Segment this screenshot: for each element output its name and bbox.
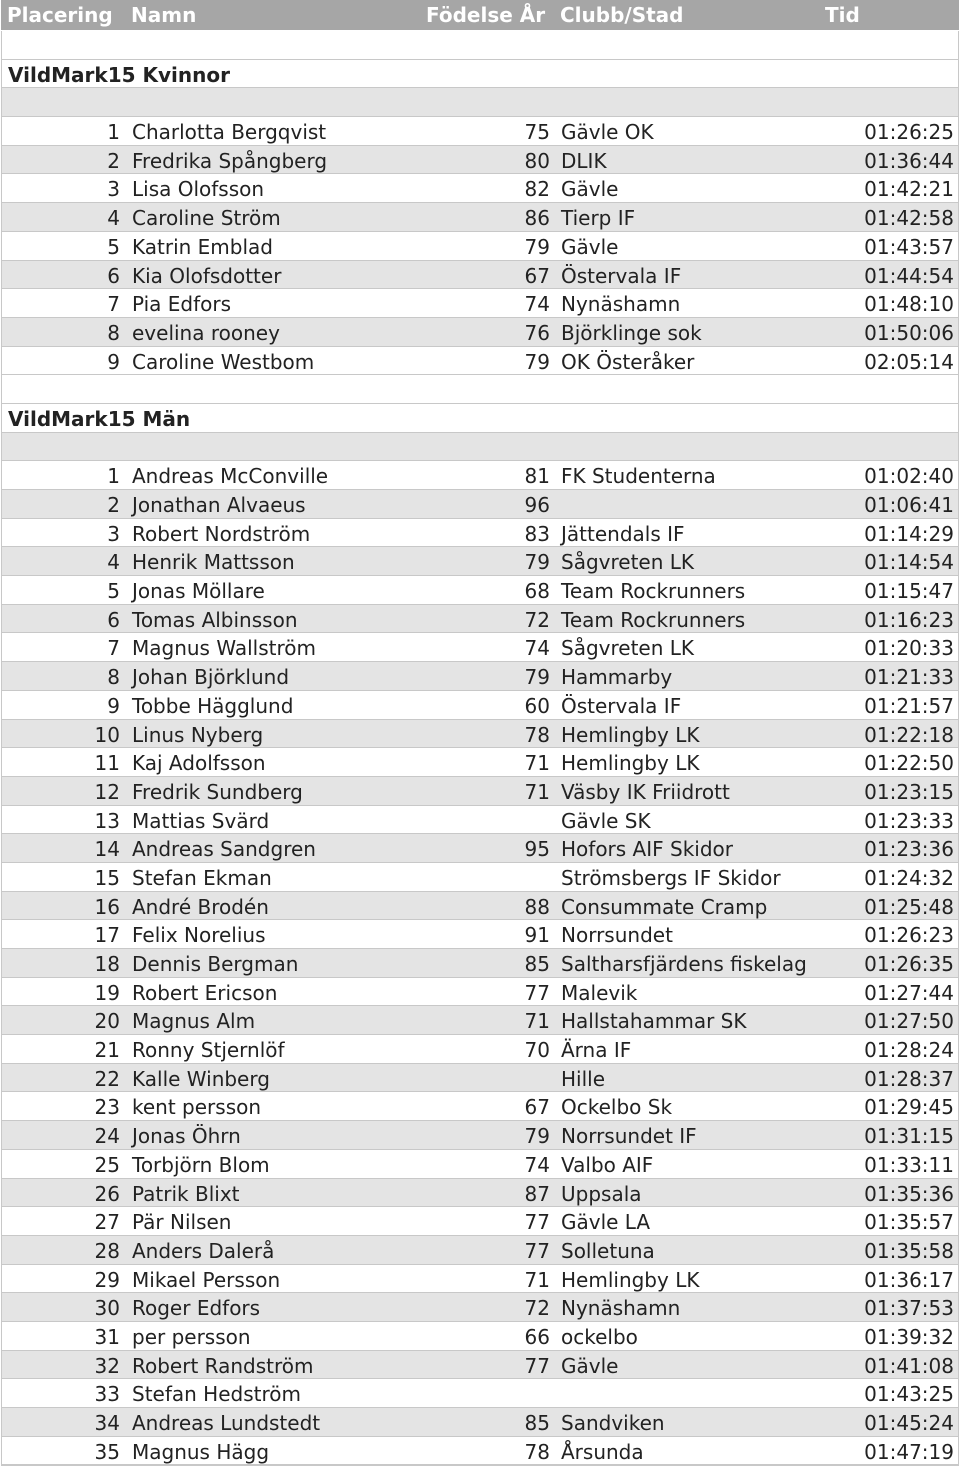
name-cell: kent persson: [132, 1095, 262, 1120]
year-cell: 74: [524, 636, 550, 661]
name-cell: Jonas Möllare: [132, 579, 265, 604]
time-cell: 01:23:33: [864, 808, 954, 833]
club-cell: Norrsundet: [561, 923, 673, 948]
name-cell: Caroline Westbom: [132, 349, 315, 374]
result-row: [2, 347, 958, 376]
name-cell: Pär Nilsen: [132, 1210, 232, 1235]
name-cell: Ronny Stjernlöf: [132, 1038, 285, 1063]
result-row: [2, 1379, 958, 1408]
place-cell: 6: [107, 607, 120, 632]
name-cell: Jonas Öhrn: [132, 1124, 241, 1149]
club-cell: Saltharsfjärdens fiskelag: [561, 952, 807, 976]
result-row: [2, 920, 958, 949]
name-cell: Robert Randström: [132, 1353, 314, 1378]
place-cell: 21: [94, 1038, 120, 1063]
name-cell: Stefan Hedström: [132, 1382, 301, 1407]
year-cell: 87: [524, 1181, 550, 1206]
place-cell: 20: [94, 1009, 120, 1034]
place-cell: 29: [94, 1267, 120, 1292]
time-cell: 01:36:17: [864, 1267, 954, 1292]
year-cell: 60: [524, 693, 550, 718]
result-row: [2, 662, 958, 691]
time-cell: 01:21:33: [864, 665, 954, 690]
year-cell: 71: [524, 779, 550, 804]
header-tid: Tid: [825, 3, 860, 27]
place-cell: 8: [107, 665, 120, 690]
time-cell: 01:24:32: [864, 865, 954, 890]
year-cell: 77: [524, 1353, 550, 1378]
time-cell: 01:50:06: [864, 320, 954, 345]
club-cell: Gävle OK: [561, 120, 654, 145]
section-title-row: [2, 404, 958, 433]
result-row: [2, 1179, 958, 1208]
club-cell: Malevik: [561, 980, 638, 1005]
name-cell: Fredrik Sundberg: [132, 779, 303, 804]
blank-row: [2, 375, 958, 404]
name-cell: Kaj Adolfsson: [132, 751, 266, 776]
name-cell: Felix Norelius: [132, 923, 266, 948]
result-row: [2, 1437, 958, 1466]
club-cell: Björklinge sok: [561, 320, 702, 345]
result-row: [2, 1121, 958, 1150]
place-cell: 2: [107, 148, 120, 173]
time-cell: 01:47:19: [864, 1439, 954, 1464]
result-row: [2, 1035, 958, 1064]
club-cell: Nynäshamn: [561, 292, 681, 317]
name-cell: Linus Nyberg: [132, 722, 264, 747]
place-cell: 28: [94, 1238, 120, 1263]
place-cell: 8: [107, 320, 120, 345]
result-row: [2, 261, 958, 290]
time-cell: 02:05:14: [864, 349, 954, 374]
club-cell: FK Studenterna: [561, 464, 716, 489]
name-cell: Lisa Olofsson: [132, 177, 265, 202]
time-cell: 01:42:58: [864, 206, 954, 231]
year-cell: 77: [524, 1238, 550, 1263]
place-cell: 13: [94, 808, 120, 833]
results-sheet: [1, 0, 959, 1466]
club-cell: Team Rockrunners: [561, 607, 746, 632]
time-cell: 01:14:29: [864, 521, 954, 546]
place-cell: 5: [107, 579, 120, 604]
year-cell: 86: [524, 206, 550, 231]
time-cell: 01:42:21: [864, 177, 954, 202]
result-row: [2, 978, 958, 1007]
time-cell: 01:41:08: [864, 1353, 954, 1378]
result-row: [2, 1150, 958, 1179]
blank-row: [2, 433, 958, 462]
place-cell: 19: [94, 980, 120, 1005]
place-cell: 15: [94, 865, 120, 890]
result-row: [2, 1293, 958, 1322]
name-cell: Pia Edfors: [132, 292, 232, 317]
place-cell: 1: [107, 120, 120, 145]
section-title-row: [2, 60, 958, 89]
result-row: [2, 461, 958, 490]
club-cell: Hille: [561, 1066, 606, 1091]
place-cell: 33: [94, 1382, 120, 1407]
name-cell: Kia Olofsdotter: [132, 263, 282, 288]
time-cell: 01:22:18: [864, 722, 954, 747]
result-row: [2, 863, 958, 892]
time-cell: 01:27:44: [864, 980, 954, 1005]
header-namn: Namn: [131, 3, 197, 27]
time-cell: 01:31:15: [864, 1124, 954, 1149]
result-row: [2, 289, 958, 318]
place-cell: 1: [107, 464, 120, 489]
year-cell: 71: [524, 1267, 550, 1292]
time-cell: 01:37:53: [864, 1296, 954, 1321]
result-row: [2, 605, 958, 634]
club-cell: Ockelbo Sk: [561, 1095, 673, 1120]
time-cell: 01:28:24: [864, 1038, 954, 1063]
name-cell: Caroline Ström: [132, 206, 281, 231]
time-cell: 01:43:57: [864, 234, 954, 259]
name-cell: Jonathan Alvaeus: [132, 493, 306, 517]
name-cell: Tomas Albinsson: [132, 607, 298, 632]
time-cell: 01:35:58: [864, 1238, 954, 1263]
time-cell: 01:26:23: [864, 923, 954, 948]
year-cell: 85: [524, 1411, 550, 1435]
time-cell: 01:26:25: [864, 120, 954, 145]
place-cell: 9: [107, 693, 120, 718]
year-cell: 88: [524, 894, 550, 919]
place-cell: 4: [107, 550, 120, 575]
club-cell: Sandviken: [561, 1411, 665, 1435]
year-cell: 82: [524, 177, 550, 202]
club-cell: Consummate Cramp: [561, 894, 768, 919]
place-cell: 10: [94, 722, 120, 747]
name-cell: Fredrika Spångberg: [132, 148, 328, 173]
result-row: [2, 117, 958, 146]
club-cell: Sågvreten LK: [561, 550, 695, 575]
name-cell: evelina rooney: [132, 320, 280, 345]
result-row: [2, 748, 958, 777]
place-cell: 27: [94, 1210, 120, 1235]
header-placering: Placering: [7, 3, 113, 27]
name-cell: Magnus Hägg: [132, 1439, 270, 1464]
time-cell: 01:48:10: [864, 292, 954, 317]
club-cell: Gävle: [561, 1353, 619, 1378]
place-cell: 4: [107, 206, 120, 231]
result-row: [2, 547, 958, 576]
time-cell: 01:15:47: [864, 579, 954, 604]
year-cell: 85: [524, 952, 550, 976]
place-cell: 30: [94, 1296, 120, 1321]
section-title: VildMark15 Män: [8, 406, 191, 431]
place-cell: 3: [107, 177, 120, 202]
result-row: [2, 806, 958, 835]
result-row: [2, 318, 958, 347]
year-cell: 68: [524, 579, 550, 604]
club-cell: DLIK: [561, 148, 607, 173]
club-cell: Hemlingby LK: [561, 722, 700, 747]
name-cell: Andreas Lundstedt: [132, 1411, 321, 1435]
place-cell: 9: [107, 349, 120, 374]
year-cell: 79: [524, 665, 550, 690]
name-cell: Andreas Sandgren: [132, 837, 316, 862]
time-cell: 01:27:50: [864, 1009, 954, 1034]
time-cell: 01:20:33: [864, 636, 954, 661]
year-cell: 77: [524, 980, 550, 1005]
name-cell: Mikael Persson: [132, 1267, 281, 1292]
time-cell: 01:16:23: [864, 607, 954, 632]
place-cell: 2: [107, 493, 120, 517]
club-cell: Norrsundet IF: [561, 1124, 697, 1149]
name-cell: per persson: [132, 1324, 251, 1349]
place-cell: 26: [94, 1181, 120, 1206]
result-row: [2, 1408, 958, 1437]
time-cell: 01:26:35: [864, 952, 954, 976]
place-cell: 34: [94, 1411, 120, 1435]
year-cell: 71: [524, 1009, 550, 1034]
name-cell: Dennis Bergman: [132, 952, 299, 976]
name-cell: Robert Ericson: [132, 980, 278, 1005]
place-cell: 25: [94, 1152, 120, 1177]
club-cell: Ärna IF: [561, 1038, 632, 1063]
club-cell: Hofors AIF Skidor: [561, 837, 733, 862]
result-row: [2, 1207, 958, 1236]
place-cell: 17: [94, 923, 120, 948]
name-cell: André Brodén: [132, 894, 269, 919]
year-cell: 70: [524, 1038, 550, 1063]
place-cell: 18: [94, 952, 120, 976]
place-cell: 35: [94, 1439, 120, 1464]
header-clubb: Clubb/Stad: [560, 3, 684, 27]
place-cell: 31: [94, 1324, 120, 1349]
club-cell: Östervala IF: [561, 693, 682, 718]
year-cell: 78: [524, 1439, 550, 1464]
place-cell: 12: [94, 779, 120, 804]
time-cell: 01:35:36: [864, 1181, 954, 1206]
result-row: [2, 1351, 958, 1380]
name-cell: Mattias Svärd: [132, 808, 270, 833]
year-cell: 79: [524, 349, 550, 374]
club-cell: Väsby IK Friidrott: [561, 779, 730, 804]
year-cell: 79: [524, 234, 550, 259]
results-body: [1, 31, 959, 1466]
year-cell: 76: [524, 320, 550, 345]
year-cell: 79: [524, 1124, 550, 1149]
time-cell: 01:43:25: [864, 1382, 954, 1407]
time-cell: 01:21:57: [864, 693, 954, 718]
name-cell: Henrik Mattsson: [132, 550, 295, 575]
name-cell: Patrik Blixt: [132, 1181, 240, 1206]
name-cell: Charlotta Bergqvist: [132, 120, 327, 145]
place-cell: 7: [107, 292, 120, 317]
club-cell: Gävle: [561, 234, 619, 259]
name-cell: Kalle Winberg: [132, 1066, 270, 1091]
club-cell: Hallstahammar SK: [561, 1009, 747, 1034]
year-cell: 67: [524, 1095, 550, 1120]
name-cell: Anders Dalerå: [132, 1238, 275, 1263]
header-fodelse: Födelse År: [426, 3, 546, 27]
place-cell: 22: [94, 1066, 120, 1091]
year-cell: 96: [524, 493, 550, 517]
year-cell: 75: [524, 120, 550, 145]
club-cell: Valbo AIF: [561, 1152, 654, 1177]
club-cell: Hemlingby LK: [561, 1267, 700, 1292]
place-cell: 16: [94, 894, 120, 919]
result-row: [2, 1064, 958, 1093]
time-cell: 01:35:57: [864, 1210, 954, 1235]
result-row: [2, 146, 958, 175]
place-cell: 6: [107, 263, 120, 288]
year-cell: 81: [524, 464, 550, 489]
place-cell: 3: [107, 521, 120, 546]
result-row: [2, 777, 958, 806]
time-cell: 01:36:44: [864, 148, 954, 173]
time-cell: 01:23:36: [864, 837, 954, 862]
club-cell: ockelbo: [561, 1324, 638, 1349]
name-cell: Andreas McConville: [132, 464, 329, 489]
club-cell: Team Rockrunners: [561, 579, 746, 604]
club-cell: Östervala IF: [561, 263, 682, 288]
result-row: [2, 1265, 958, 1294]
time-cell: 01:25:48: [864, 894, 954, 919]
club-cell: Nynäshamn: [561, 1296, 681, 1321]
name-cell: Stefan Ekman: [132, 865, 272, 890]
time-cell: 01:22:50: [864, 751, 954, 776]
year-cell: 78: [524, 722, 550, 747]
name-cell: Magnus Wallström: [132, 636, 316, 661]
club-cell: Gävle SK: [561, 808, 651, 833]
year-cell: 74: [524, 1152, 550, 1177]
table-header: [1, 0, 959, 31]
result-row: [2, 174, 958, 203]
time-cell: 01:33:11: [864, 1152, 954, 1177]
place-cell: 11: [94, 751, 120, 776]
place-cell: 23: [94, 1095, 120, 1120]
club-cell: Solletuna: [561, 1238, 655, 1263]
time-cell: 01:45:24: [864, 1411, 954, 1435]
year-cell: 77: [524, 1210, 550, 1235]
result-row: [2, 519, 958, 548]
place-cell: 7: [107, 636, 120, 661]
name-cell: Johan Björklund: [132, 665, 290, 690]
result-row: [2, 203, 958, 232]
result-row: [2, 576, 958, 605]
club-cell: Årsunda: [561, 1439, 644, 1464]
club-cell: Tierp IF: [561, 206, 636, 231]
year-cell: 72: [524, 607, 550, 632]
time-cell: 01:44:54: [864, 263, 954, 288]
result-row: [2, 1236, 958, 1265]
club-cell: Gävle LA: [561, 1210, 651, 1235]
result-row: [2, 1092, 958, 1121]
year-cell: 71: [524, 751, 550, 776]
place-cell: 14: [94, 837, 120, 862]
club-cell: Hemlingby LK: [561, 751, 700, 776]
club-cell: Strömsbergs IF Skidor: [561, 865, 781, 890]
year-cell: 72: [524, 1296, 550, 1321]
result-row: [2, 691, 958, 720]
year-cell: 95: [524, 837, 550, 862]
time-cell: 01:29:45: [864, 1095, 954, 1120]
result-row: [2, 633, 958, 662]
time-cell: 01:23:15: [864, 779, 954, 804]
time-cell: 01:28:37: [864, 1066, 954, 1091]
club-cell: Uppsala: [561, 1181, 642, 1206]
year-cell: 91: [524, 923, 550, 948]
club-cell: Hammarby: [561, 665, 673, 690]
name-cell: Robert Nordström: [132, 521, 311, 546]
name-cell: Magnus Alm: [132, 1009, 256, 1034]
year-cell: 80: [524, 148, 550, 173]
blank-row: [2, 88, 958, 117]
place-cell: 5: [107, 234, 120, 259]
year-cell: 74: [524, 292, 550, 317]
place-cell: 32: [94, 1353, 120, 1378]
year-cell: 67: [524, 263, 550, 288]
year-cell: 79: [524, 550, 550, 575]
time-cell: 01:06:41: [864, 493, 954, 517]
time-cell: 01:02:40: [864, 464, 954, 489]
result-row: [2, 490, 958, 519]
name-cell: Tobbe Hägglund: [132, 693, 294, 718]
result-row: [2, 1006, 958, 1035]
club-cell: Jättendals IF: [561, 521, 685, 546]
time-cell: 01:39:32: [864, 1324, 954, 1349]
club-cell: OK Österåker: [561, 349, 695, 374]
year-cell: 66: [524, 1324, 550, 1349]
club-cell: Sågvreten LK: [561, 636, 695, 661]
blank-row: [2, 31, 958, 60]
year-cell: 83: [524, 521, 550, 546]
time-cell: 01:14:54: [864, 550, 954, 575]
result-row: [2, 1322, 958, 1351]
result-row: [2, 720, 958, 749]
result-row: [2, 232, 958, 261]
result-row: [2, 834, 958, 863]
name-cell: Katrin Emblad: [132, 234, 273, 259]
name-cell: Torbjörn Blom: [132, 1152, 270, 1177]
result-row: [2, 892, 958, 921]
place-cell: 24: [94, 1124, 120, 1149]
club-cell: Gävle: [561, 177, 619, 202]
name-cell: Roger Edfors: [132, 1296, 261, 1321]
section-title: VildMark15 Kvinnor: [8, 62, 230, 87]
result-row: [2, 949, 958, 978]
